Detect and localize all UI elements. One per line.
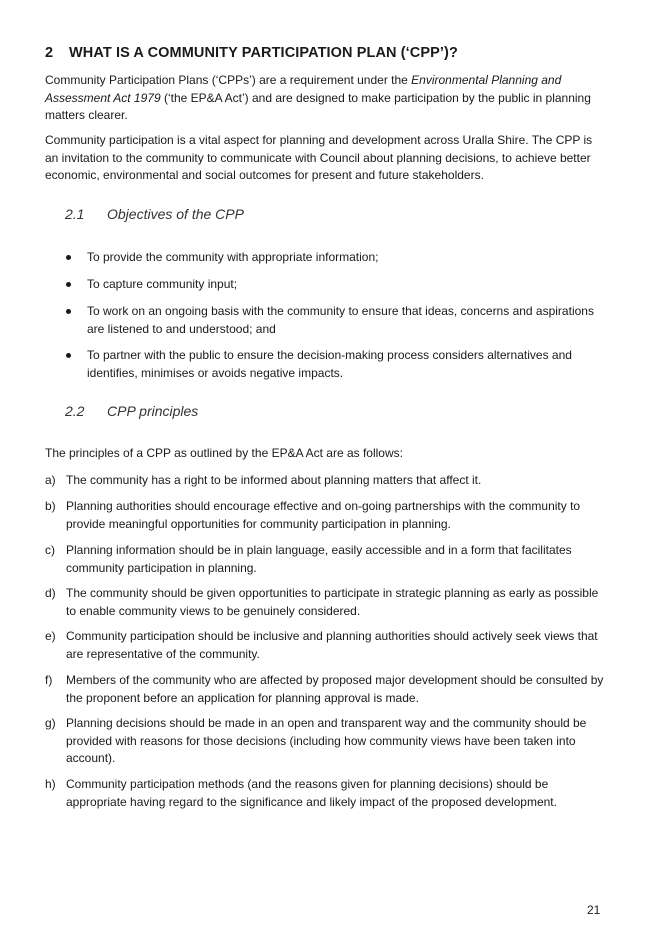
section-title: WHAT IS A COMMUNITY PARTICIPATION PLAN (‘CPP’)? [69, 45, 458, 61]
principle-item: b) Planning authorities should encourage effective and on-going partnerships with the community to provide meaningful opportunities for community participation in planning. [45, 499, 581, 531]
principle-item: g) Planning decisions should be made in an open and transparent way and the community should be provided with reasons for those decisions (including how community views have been taken into account). [45, 716, 587, 765]
intro-paragraph-2: Community participation is a vital aspect for planning and development across Uralla Shire. The CPP is an invitation to the community to communicate with Council about planning decisions, to achieve better economic, environmental and social outcomes for present and future stakeholders. [45, 133, 593, 182]
objective-bullet: To capture community input; [66, 276, 596, 294]
subsection-heading-2-2: 2.2 CPP principles [65, 403, 199, 419]
objective-bullet: To partner with the public to ensure the decision-making process considers alternatives and identifies, minimises or avoids negative impacts. [66, 347, 596, 382]
objective-bullet: To work on an ongoing basis with the community to ensure that ideas, concerns and aspirations are listened to and understood; and [66, 303, 596, 338]
bullet-icon [66, 255, 71, 260]
page-number: 21 [587, 903, 601, 917]
principle-item: h) Community participation methods (and the reasons given for planning decisions) should be appropriate having regard to the significance and likely impact of the proposed development. [45, 777, 557, 809]
principle-item: a) The community has a right to be informed about planning matters that affect it. [45, 473, 482, 487]
act-name: Environmental Planning and Assessment Act 1979 [45, 73, 562, 105]
intro-paragraph-1: Community Participation Plans (‘CPPs’) are a requirement under the Environmental Planning and Assessment Act 1979 (‘the EP&A Act’) and are designed to make participation by the public in planning matters clearer. [45, 73, 591, 122]
subsection-heading-2-1: 2.1 Objectives of the CPP [65, 206, 244, 222]
objective-bullet: To provide the community with appropriate information; [66, 249, 596, 267]
principles-lead: The principles of a CPP as outlined by the EP&A Act are as follows: [45, 446, 403, 460]
principle-item: c) Planning information should be in plain language, easily accessible and in a form that facilitates community participation in planning. [45, 543, 572, 575]
section-number: 2 [45, 45, 54, 61]
bullet-icon [66, 353, 71, 358]
principle-item: d) The community should be given opportunities to participate in strategic planning as early as possible to enable community views to be genuinely considered. [45, 586, 599, 618]
bullet-icon [66, 282, 71, 287]
section-heading [45, 45, 458, 61]
principle-item: f) Members of the community who are affected by proposed major development should be consulted by the proponent before an application for planning approval is made. [45, 673, 604, 705]
principle-item: e) Community participation should be inclusive and planning authorities should actively seek views that are representative of the community. [45, 629, 598, 661]
bullet-icon [66, 309, 71, 314]
